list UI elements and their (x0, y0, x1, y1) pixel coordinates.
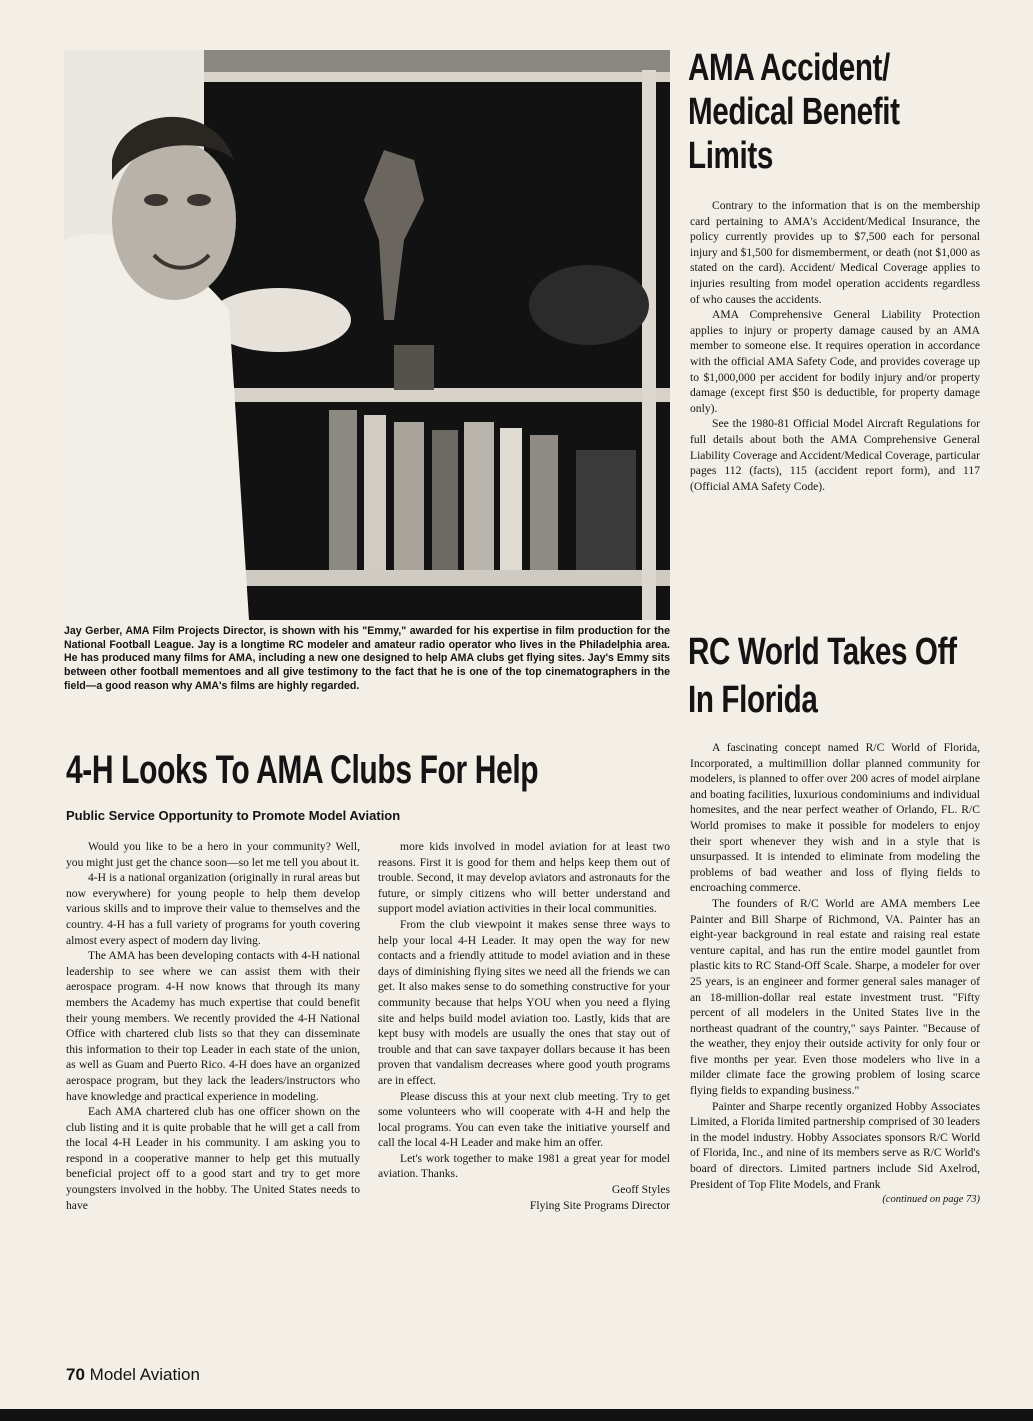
ama-benefits-paragraph: Contrary to the information that is on the membership card pertaining to AMA's Accident/Medical Insurance, the policy currently provides up to $7,500 each for personal injury and $1,500 for dismemberment, or death (not $1,000 as stated on the card). Accident/ Medical Coverage applies to injuries resulting from model operation accidents regardless of who causes the accidents. (690, 199, 980, 306)
fourh-body-column-2 (378, 839, 670, 1213)
photo-caption: Jay Gerber, AMA Film Projects Director, is shown with his "Emmy," awarded for his expertise in film production for the National Football League. Jay is a longtime RC modeler and amateur radio operator who lives in the Philadelphia area. He has produced many films for AMA, including a new one designed to help AMA clubs get flying sites. Jay's Emmy sits between other football mementoes and all give testimony to the fact that he is one of the top cinematographers in the field—a good reason why AMA's films are highly regarded. (64, 625, 670, 692)
fourh-paragraph: Each AMA chartered club has one officer shown on the club listing and it is quite probable that he will get a call from the local 4-H Leader in his community. I am asking you to respond in a cooperative manner to help get this mutually beneficial project off to a good start and try to get more youngsters involved in the hobby. The United States needs to have (66, 1105, 360, 1212)
fourh-paragraph: Please discuss this at your next club meeting. Try to get some volunteers who will cooperate with 4-H and help the local programs. You can even take the initiative yourself and call the local 4-H Leader and make him an offer. (378, 1089, 670, 1150)
author-signature (378, 1182, 670, 1213)
rc-world-headline: RC World Takes Off In Florida (688, 631, 957, 721)
author-name: Geoff Styles (611, 1183, 670, 1197)
ama-benefits-headline: AMA Accident/ Medical Benefit Limits (688, 47, 900, 177)
publication-name: Model Aviation (89, 1365, 200, 1384)
fourh-paragraph: more kids involved in model aviation for at least two reasons. First it is good for them and helps keep them out of trouble. Second, it may develop aviators and astronauts for the future, or simply citizens who will better understand and support model aviation activities in their local communities. (378, 840, 670, 916)
fourh-body-column-1 (66, 839, 360, 1213)
continued-note: (continued on page 73) (882, 1194, 980, 1206)
fourh-subhead: Public Service Opportunity to Promote Model Aviation (66, 808, 401, 823)
rc-world-paragraph: A fascinating concept named R/C World of Florida, Incorporated, a multimillion dollar planned community for modelers, is planned to offer over 200 acres of model airplane and boating facilities, luxurious condominiums and individual homesites, and the near perfect weather of Orlando, FL. R/C World promises to make it possible for modelers to enjoy their sport whenever they wish and in a style that is unsurpassed. It is intended to eliminate from modeling the problems of bad weather and loss of flying fields to encroaching commerce. (690, 741, 980, 895)
fourh-headline: 4-H Looks To AMA Clubs For Help (66, 748, 539, 792)
ama-benefits-paragraph: See the 1980-81 Official Model Aircraft Regulations for full details about both the AMA Comprehensive General Liability Coverage and Accident/Medical Coverage, particular pages 112 (facts), 115 (accident report form), and 117 (Official AMA Safety Code). (690, 417, 980, 493)
page-footer (66, 1365, 200, 1385)
author-title: Flying Site Programs Director (529, 1198, 670, 1212)
fourh-paragraph: 4-H is a national organization (originally in rural areas but now everywhere) for young people to help them develop various skills and to improve their value to themselves and the country. 4-H has a full variety of programs for youth covering almost every aspect of modern day living. (66, 871, 360, 947)
photo-jay-gerber-emmy-icon (64, 50, 670, 620)
fourh-paragraph: Let's work together to make 1981 a great year for model aviation. Thanks. (378, 1151, 670, 1181)
ama-benefits-body (690, 198, 980, 494)
rc-world-paragraph: Painter and Sharpe recently organized Hobby Associates Limited, a Florida limited partnership comprised of 30 leaders in the model industry. Hobby Associates sponsors R/C World of Florida, Inc., and nine of its members serve as R/C World's board of directors. Limited partners include Sid Axelrod, President of Top Flite Models, and Frank (690, 1099, 980, 1191)
fourh-paragraph: The AMA has been developing contacts with 4-H national leadership to see where we can assist them with their aerospace program. 4-H now knows that through its many members the Academy has much expertise that could benefit their young members. We recently provided the 4-H National Office with chartered club lists so that they can disseminate this information to their top Leader in each state of the union, as well as Guam and Puerto Rico. 4-H does have an organized aerospace program, but they lack the leaders/instructors who have knowledge and practical experience in modeling. (66, 949, 360, 1103)
page-bottom-border (0, 1409, 1033, 1421)
photo-jay-gerber (64, 50, 670, 620)
rc-world-body (690, 740, 980, 1208)
page-number: 70 (66, 1365, 85, 1384)
rc-world-paragraph: The founders of R/C World are AMA members Lee Painter and Bill Sharpe of Richmond, VA. Painter has an eight-year background in real estate and raising real estate venture capital, and has run the entire model gauntlet from plastic kits to RC Stand-Off Scale. Sharpe, a modeler for over 25 years, is an engineer and former general sales manager of an 18-million-dollar real estate investment trust. "Fifty percent of all modelers in the United States live in the northeast quadrant of the country," says Painter. "Because of the weather, they enjoy their outside activity for only four or five months per year. Even those modelers who live in a milder climate face the growing problem of losing scarce flying fields to expanding business." (690, 896, 980, 1098)
fourh-paragraph: Would you like to be a hero in your community? Well, you might just get the chance soon—so let me tell you about it. (66, 840, 360, 869)
ama-benefits-paragraph: AMA Comprehensive General Liability Protection applies to injury or property damage caused by an AMA member to someone else. It requires operation in accordance with the official AMA Safety Code, and provides coverage up to $1,000,000 per accident for bodily injury and/or property damage (except first $50 is deductible, for property damage only). (690, 308, 980, 415)
fourh-paragraph: From the club viewpoint it makes sense three ways to help your local 4-H Leader. It may open the way for new contacts and a friendly attitude to model aviation and in these days of diminishing flying sites we need all the friends we can get. It also makes sense to do something constructive for your community because that helps YOU when you need a flying site and helps build model aviation too. Lastly, kids that are kept busy with models are usually the ones that stay out of trouble and that can save taxpayer dollars because it has been proven that vandalism decreases where good youth programs are in effect. (378, 917, 670, 1087)
